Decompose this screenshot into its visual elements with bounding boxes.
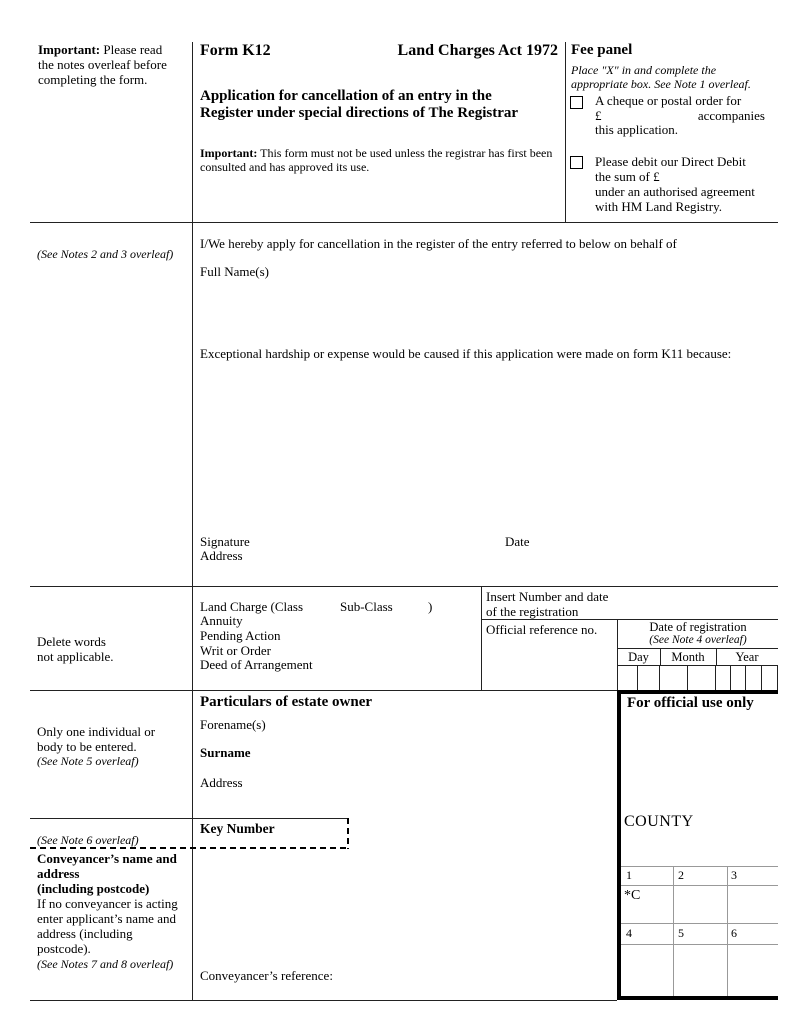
see-note-6: (See Note 6 overleaf) [37, 833, 139, 847]
act-title: Land Charges Act 1972 [397, 42, 558, 59]
official-ref-label: Official reference no. [486, 622, 598, 637]
date-of-registration-cells [617, 665, 778, 690]
official-code: *C [624, 888, 641, 903]
consultation-notice [200, 146, 575, 174]
form-number: Form K12 [200, 42, 271, 59]
conveyancer-instructions: If no conveyancer is acting enter applicant’s name and address (including postcode). [37, 896, 178, 956]
surname-label: Surname [200, 745, 251, 760]
cheque-accompanies: accompanies [697, 107, 765, 123]
official-grid-line-v2 [727, 866, 728, 996]
see-note-5: (See Note 5 overleaf) [37, 754, 139, 768]
key-number-dashed-right [347, 818, 349, 849]
charge-type-list: Annuity Pending Action Writ or Order Deed of Arrangement [200, 613, 313, 673]
hardship-statement: Exceptional hardship or expense would be caused if this application were made on form K11 because: [200, 346, 732, 361]
date-reg-underline [617, 648, 778, 649]
cheque-option-line3: this application. [595, 122, 679, 137]
read-notes-warning-line2: the notes overleaf before [38, 57, 167, 72]
fee-panel-instruction: Place "X" in and complete the appropriate box. See Note 1 overleaf. [571, 63, 751, 91]
date-cell-year-1[interactable] [716, 665, 731, 690]
conveyancer-heading: Conveyancer’s name and address (including postcode) [37, 851, 177, 896]
delete-words-note: Delete words not applicable. [37, 634, 114, 664]
fee-panel-title: Fee panel [571, 42, 633, 58]
consultation-notice-bold: Important: [200, 146, 258, 160]
date-cell-year-3[interactable] [746, 665, 762, 690]
section-divider-2 [30, 586, 778, 587]
day-label: Day [628, 650, 649, 664]
official-cell-number-4: 4 [626, 926, 632, 940]
official-grid-line-h3 [621, 923, 778, 924]
conveyancer-reference-label: Conveyancer’s reference: [200, 968, 333, 983]
cheque-checkbox[interactable] [570, 96, 583, 109]
signature-label: Signature [200, 534, 250, 549]
form-bottom-line [30, 1000, 617, 1001]
see-notes-2-3: (See Notes 2 and 3 overleaf) [37, 247, 174, 261]
date-reg-label: Date of registration [649, 620, 747, 634]
section-divider-3 [30, 690, 617, 691]
date-cell-month-1[interactable] [660, 665, 688, 690]
county-label: COUNTY [624, 813, 694, 830]
official-use-title: For official use only [627, 695, 754, 711]
direct-debit-checkbox[interactable] [570, 156, 583, 169]
insert-number-label: Insert Number and date of the registration [486, 589, 609, 619]
see-notes-7-8: (See Notes 7 and 8 overleaf) [37, 957, 174, 971]
form-title: Application for cancellation of an entry in the Register under special directions of The Registrar [200, 88, 519, 121]
key-number-label[interactable]: Key Number [200, 821, 275, 836]
read-notes-warning-rest: Please read [100, 42, 163, 57]
official-cell-number-6: 6 [731, 926, 737, 940]
official-grid-line-h1 [621, 866, 778, 867]
official-use-box [617, 690, 778, 1000]
cheque-option [595, 94, 765, 138]
official-cell-number-5: 5 [678, 926, 684, 940]
official-cell-number-2: 2 [678, 868, 684, 882]
official-grid-line-h2 [621, 885, 778, 886]
apply-statement: I/We hereby apply for cancellation in the register of the entry referred to below on behalf of [200, 236, 677, 251]
charge-right-divider [481, 586, 482, 690]
estate-address-label: Address [200, 775, 243, 790]
fee-panel-divider [565, 42, 566, 222]
official-grid-line-h4 [621, 944, 778, 945]
date-cell-month-2[interactable] [688, 665, 716, 690]
official-cell-number-1: 1 [626, 868, 632, 882]
full-names-label: Full Name(s) [200, 264, 269, 279]
date-cell-day-1[interactable] [617, 665, 638, 690]
date-label: Date [505, 534, 530, 549]
month-label: Month [671, 650, 705, 664]
key-number-dashed-bottom [30, 847, 349, 849]
forenames-label: Forename(s) [200, 717, 266, 732]
consultation-notice-line2: consulted and has approved its use. [200, 160, 370, 174]
sub-class-label: Sub-Class [340, 599, 393, 614]
key-number-topline [30, 818, 348, 819]
only-one-note: Only one individual or body to be entered. [37, 724, 156, 754]
date-cell-year-4[interactable] [762, 665, 778, 690]
cheque-option-line1: A cheque or postal order for [595, 93, 742, 108]
date-cell-year-2[interactable] [731, 665, 746, 690]
date-reg-note: (See Note 4 overleaf) [649, 634, 747, 646]
year-label: Year [735, 650, 759, 664]
particulars-title: Particulars of estate owner [200, 694, 373, 710]
section-divider-1 [30, 222, 778, 223]
left-column-divider [192, 42, 193, 1000]
cheque-pound-sign: £ [595, 107, 602, 123]
read-notes-warning [38, 42, 198, 87]
direct-debit-option: Please debit our Direct Debit the sum of £ under an authorised agreement with HM Land Registry. [595, 154, 755, 214]
read-notes-warning-line3: completing the form. [38, 72, 148, 87]
land-charge-option: Land Charge (Class [200, 599, 304, 614]
official-cell-number-3: 3 [731, 868, 737, 882]
read-notes-warning-bold: Important: [38, 42, 101, 57]
official-grid-line-v1 [673, 866, 674, 996]
sub-class-close-paren: ) [428, 599, 433, 614]
address-label: Address [200, 548, 243, 563]
date-cell-day-2[interactable] [638, 665, 660, 690]
consultation-notice-rest: This form must not be used unless the registrar has first been [257, 146, 553, 160]
